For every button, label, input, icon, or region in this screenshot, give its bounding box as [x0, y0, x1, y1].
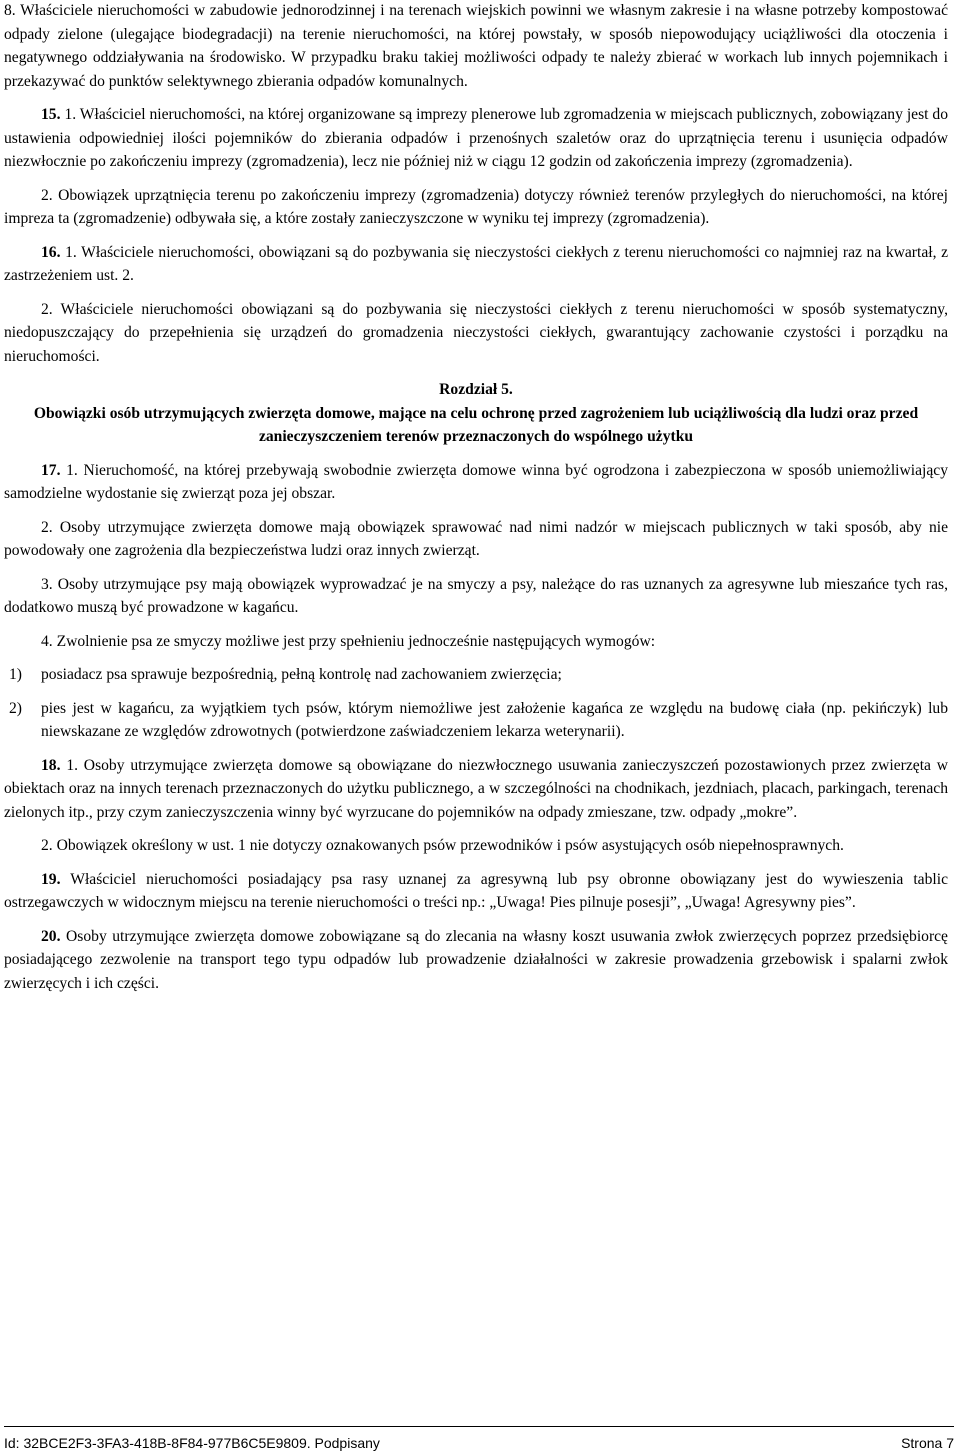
section-15-paragraph-2: 2. Obowiązek uprzątnięcia terenu po zakończeniu imprezy (zgromadzenia) dotyczy również terenów przyległych do nieruchomości, na której impreza ta (zgromadzenie) odbywała się, a które zostały zanieczyszczone w wyniku tej imprezy (zgromadzenia). — [4, 186, 948, 227]
chapter-heading: Rozdział 5. — [439, 381, 513, 398]
list-item-text: posiadacz psa sprawuje bezpośrednią, pełną kontrolę nad zachowaniem zwierzęcia; — [41, 666, 562, 683]
page-number: Strona 7 — [901, 1435, 954, 1451]
section-19: 19. Właściciel nieruchomości posiadający psa rasy uznanej za agresywną lub psy obronne obowiązany jest do wywieszenia tablic ostrzegawczych w widocznym miejscu na terenie nieruchomości o treści np.: „Uwaga! Pies pilnuje posesji”, „Uwaga! Agresywny pies”. — [4, 870, 948, 911]
section-number: 16. — [41, 243, 61, 261]
paragraph-8: 8. Właściciele nieruchomości w zabudowie jednorodzinnej i na terenach wiejskich powinni we własnym zakresie i na własne potrzeby kompostować odpady zielone (ulegające biodegradacji) na terenie nieruchomości, na której powstały, w sposób niepowodujący uciążliwości dla otoczenia i negatywnego oddziaływania na środowisko. W przypadku braku takiej możliwości odpady te należy zbierać w workach lub innych pojemnikach i przekazywać do punktów selektywnego zbierania odpadów komunalnych. — [4, 2, 948, 90]
section-number: 18. — [41, 756, 61, 774]
section-15-paragraph-1: 15. 1. Właściciel nieruchomości, na której organizowane są imprezy plenerowe lub zgromadzenia w miejscach publicznych, zobowiązany jest do ustawienia odpowiedniej ilości pojemników do zbierania odpadów i przenośnych szaletów oraz do uprzątnięcia terenu i usunięcia odpadów niezwłocznie po zakończeniu imprezy (zgromadzenia), lecz nie później niż w ciągu 12 godzin od zakończenia imprezy (zgromadzenia). — [4, 106, 948, 170]
section-20: 20. Osoby utrzymujące zwierzęta domowe zobowiązane są do zlecania na własny koszt usuwania zwłok zwierzęcych poprzez przedsiębiorcę posiadającego zezwolenie na transport tego typu odpadów lub prowadzenie działalności w zakresie prowadzenia grzebowisk i spalarni zwłok zwierzęcych i ich części. — [4, 927, 948, 992]
page-footer — [4, 1426, 954, 1451]
section-18-paragraph-1: 18. 1. Osoby utrzymujące zwierzęta domowe są obowiązane do niezwłocznego usuwania zanieczyszczeń pozostawionych przez zwierzęta w obiektach oraz na innych terenach przeznaczonych do użytku publicznego, a w szczególności na chodnikach, jezdniach, placach, parkingach, terenach zielonych itp., przy czym zanieczyszczenia winny być wyrzucane do pojemników na odpady zmieszane, tzw. odpady „mokre”. — [4, 756, 949, 821]
list-item-number: 1) — [9, 666, 22, 683]
list-item-text: pies jest w kagańcu, za wyjątkiem tych psów, którym niemożliwe jest założenie kagańca ze względu na budowę ciała (np. pekińczyk) lub niewskazane ze względów zdrowotnych (potwierdzone zaświadczeniem lekarza weterynarii). — [41, 699, 948, 740]
section-18-paragraph-2: 2. Obowiązek określony w ust. 1 nie dotyczy oznakowanych psów przewodników i psów asystujących osób niepełnosprawnych. — [41, 837, 844, 854]
section-number: 20. — [41, 927, 61, 945]
chapter-title: Obowiązki osób utrzymujących zwierzęta domowe, mające na celu ochronę przed zagrożeniem lub uciążliwością dla ludzi oraz przed zanieczyszczeniem terenów przeznaczonych do wspólnego użytku — [33, 404, 919, 445]
section-17-paragraph-3: 3. Osoby utrzymujące psy mają obowiązek wyprowadzać je na smyczy a psy, należące do ras uznanych za agresywne lub mieszańce tych ras, dodatkowo muszą być prowadzone w kagańcu. — [4, 575, 948, 616]
list-item-number: 2) — [9, 699, 22, 717]
section-16-paragraph-1: 16. 1. Właściciele nieruchomości, obowiązani są do pozbywania się nieczystości ciekłych z terenu nieruchomości co najmniej raz na kwartał, z zastrzeżeniem ust. 2. — [4, 243, 948, 284]
section-17-paragraph-1: 17. 1. Nieruchomość, na której przebywają swobodnie zwierzęta domowe winna być ogrodzona i zabezpieczona w sposób uniemożliwiający samodzielne wydostanie się zwierząt poza jej obszar. — [4, 461, 948, 502]
section-17-paragraph-4: 4. Zwolnienie psa ze smyczy możliwe jest przy spełnieniu jednocześnie następujących wymogów: — [41, 632, 656, 650]
list-item — [4, 697, 948, 744]
document-page — [4, 0, 948, 995]
list-item — [4, 663, 948, 687]
document-id: Id: 32BCE2F3-3FA3-418B-8F84-977B6C5E9809. Podpisany — [4, 1435, 380, 1451]
section-number: 15. — [41, 106, 61, 123]
section-number: 19. — [41, 870, 61, 888]
section-number: 17. — [41, 461, 61, 479]
section-16-paragraph-2: 2. Właściciele nieruchomości obowiązani są do pozbywania się nieczystości ciekłych z terenu nieruchomości w sposób systematyczny, niedopuszczający do przepełnienia się urządzeń do gromadzenia nieczystości ciekłych, gwarantujący zachowanie czystości i porządku na nieruchomości. — [4, 300, 948, 365]
section-17-paragraph-2: 2. Osoby utrzymujące zwierzęta domowe mają obowiązek sprawować nad nimi nadzór w miejscach publicznych w taki sposób, aby nie powodowały one zagrożenia dla bezpieczeństwa ludzi oraz innych zwierząt. — [4, 518, 948, 559]
